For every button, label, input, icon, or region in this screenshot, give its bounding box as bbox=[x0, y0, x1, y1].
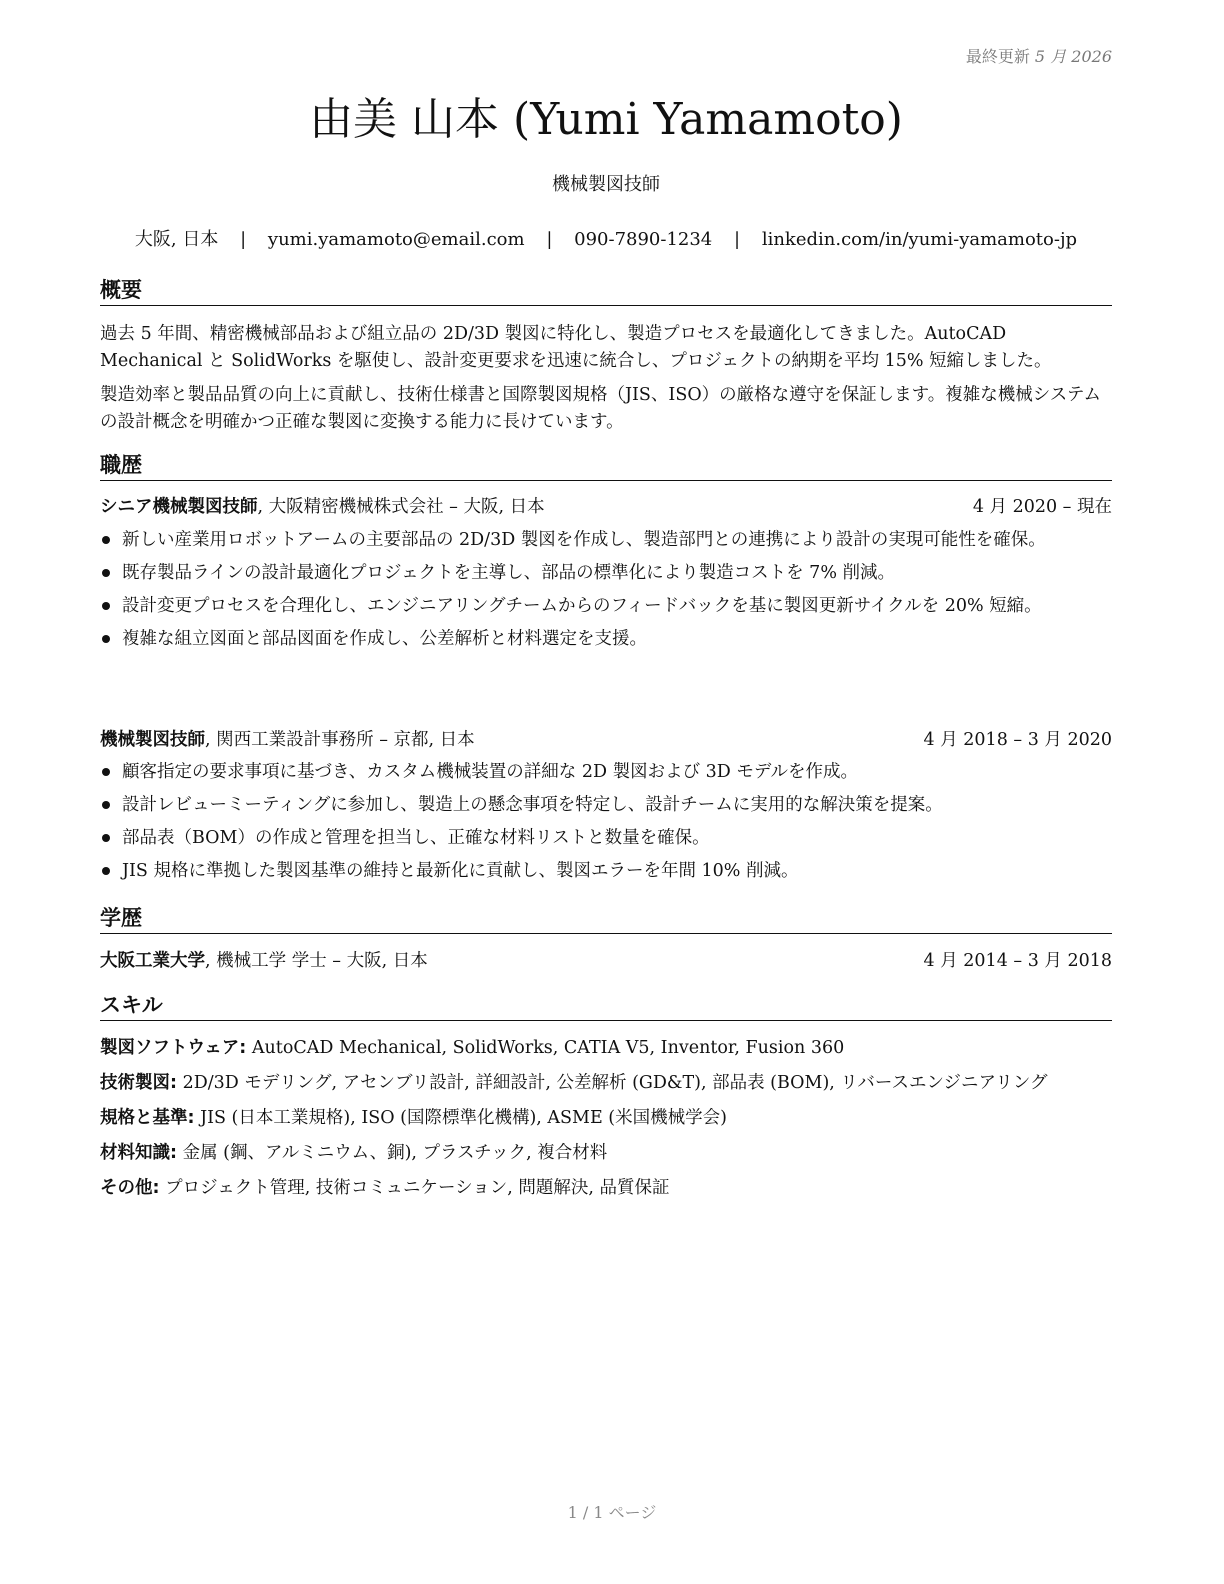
bullet-text: 部品表（BOM）の作成と管理を担当し、正確な材料リストと数量を確保。 bbox=[122, 828, 710, 848]
bullet-icon bbox=[102, 801, 110, 809]
contact-email[interactable]: yumi.yamamoto@email.com bbox=[267, 229, 525, 250]
candidate-title: 機械製図技師 bbox=[552, 174, 660, 195]
skill-label: 技術製図: bbox=[100, 1073, 177, 1093]
education-dates: 4 月 2014 – 3 月 2018 bbox=[923, 951, 1112, 971]
section-heading-skills: スキル bbox=[100, 991, 1112, 1021]
contact-line bbox=[100, 225, 1112, 251]
bullet-text: 設計変更プロセスを合理化し、エンジニアリングチームからのフィードバックを基に製図更新サイクルを 20% 短縮。 bbox=[122, 596, 1042, 616]
job-bullets bbox=[100, 759, 1112, 891]
skill-value: 金属 (鋼、アルミニウム、銅), プラスチック, 複合材料 bbox=[177, 1143, 608, 1163]
bullet-icon bbox=[102, 569, 110, 577]
contact-location: 大阪, 日本 bbox=[134, 229, 219, 250]
bullet-text: 複雑な組立図面と部品図面を作成し、公差解析と材料選定を支援。 bbox=[122, 629, 647, 649]
contact-separator: | bbox=[240, 229, 247, 250]
last-updated bbox=[966, 44, 1112, 67]
list-item bbox=[100, 593, 1112, 619]
skill-label: 規格と基準: bbox=[100, 1108, 195, 1128]
bullet-text: 顧客指定の要求事項に基づき、カスタム機械装置の詳細な 2D 製図および 3D モデルを作成。 bbox=[122, 762, 859, 782]
education-school: 大阪工業大学 bbox=[100, 951, 205, 971]
last-updated-label: 最終更新 bbox=[965, 47, 1030, 66]
job-dates: 4 月 2020 – 現在 bbox=[972, 497, 1112, 517]
skill-row bbox=[100, 1070, 1112, 1096]
list-item bbox=[100, 792, 1112, 818]
job-org: , 関西工業設計事務所 – 京都, 日本 bbox=[205, 730, 475, 750]
skill-row bbox=[100, 1035, 1112, 1061]
last-updated-date: 5 月 2026 bbox=[1034, 47, 1112, 66]
skill-label: その他: bbox=[100, 1178, 160, 1198]
list-item bbox=[100, 626, 1112, 652]
list-item bbox=[100, 858, 1112, 884]
contact-phone[interactable]: 090-7890-1234 bbox=[574, 229, 713, 250]
bullet-icon bbox=[102, 602, 110, 610]
job-role: シニア機械製図技師 bbox=[100, 497, 258, 517]
candidate-name: 由美 山本 (Yumi Yamamoto) bbox=[309, 94, 903, 145]
section-heading-summary: 概要 bbox=[100, 276, 1112, 306]
job-header bbox=[100, 727, 1112, 754]
bullet-icon bbox=[102, 635, 110, 643]
skill-label: 製図ソフトウェア: bbox=[100, 1038, 247, 1058]
section-heading-education: 学歴 bbox=[100, 904, 1112, 934]
education-detail: , 機械工学 学士 – 大阪, 日本 bbox=[205, 951, 428, 971]
skill-value: JIS (日本工業規格), ISO (国際標準化機構), ASME (米国機械学会) bbox=[194, 1108, 727, 1128]
job-dates: 4 月 2018 – 3 月 2020 bbox=[923, 730, 1112, 750]
bullet-text: JIS 規格に準拠した製図基準の維持と最新化に貢献し、製図エラーを年間 10% 削減。 bbox=[122, 861, 799, 881]
education-title-line bbox=[100, 948, 428, 975]
bullet-icon bbox=[102, 867, 110, 875]
skill-row bbox=[100, 1105, 1112, 1131]
bullet-icon bbox=[102, 536, 110, 544]
skill-row bbox=[100, 1140, 1112, 1166]
job-title-line bbox=[100, 727, 475, 754]
contact-separator: | bbox=[546, 229, 553, 250]
bullet-icon bbox=[102, 834, 110, 842]
list-item bbox=[100, 527, 1112, 553]
skills-list bbox=[100, 1035, 1112, 1210]
page-number: 1 / 1 ページ bbox=[567, 1503, 657, 1522]
skill-value: プロジェクト管理, 技術コミュニケーション, 問題解決, 品質保証 bbox=[159, 1178, 670, 1198]
summary-paragraph: 過去 5 年間、精密機械部品および組立品の 2D/3D 製図に特化し、製造プロセスを最適化してきました。AutoCAD Mechanical と SolidWorks を駆使し、設計変更要求を迅速に統合し、プロジェクトの納期を平均 15% 短縮しました。 bbox=[100, 324, 1052, 371]
bullet-text: 新しい産業用ロボットアームの主要部品の 2D/3D 製図を作成し、製造部門との連携により設計の実現可能性を確保。 bbox=[122, 530, 1046, 550]
skill-row bbox=[100, 1175, 1112, 1201]
job-header bbox=[100, 494, 1112, 521]
list-item bbox=[100, 759, 1112, 785]
bullet-icon bbox=[102, 768, 110, 776]
skill-label: 材料知識: bbox=[100, 1143, 177, 1163]
list-item bbox=[100, 560, 1112, 586]
job-bullets bbox=[100, 527, 1112, 659]
job-org: , 大阪精密機械株式会社 – 大阪, 日本 bbox=[257, 497, 545, 517]
skill-value: 2D/3D モデリング, アセンブリ設計, 詳細設計, 公差解析 (GD&T), 部品表 (BOM), リバースエンジニアリング bbox=[177, 1073, 1048, 1093]
skill-value: AutoCAD Mechanical, SolidWorks, CATIA V5, Inventor, Fusion 360 bbox=[246, 1038, 845, 1058]
education-entry bbox=[100, 948, 1112, 975]
summary-paragraph: 製造効率と製品品質の向上に貢献し、技術仕様書と国際製図規格（JIS、ISO）の厳格な遵守を保証します。複雑な機械システムの設計概念を明確かつ正確な製図に変換する能力に長けています。 bbox=[100, 385, 1102, 432]
list-item bbox=[100, 825, 1112, 851]
job-role: 機械製図技師 bbox=[100, 730, 205, 750]
contact-separator: | bbox=[734, 229, 741, 250]
bullet-text: 設計レビューミーティングに参加し、製造上の懸念事項を特定し、設計チームに実用的な解決策を提案。 bbox=[122, 795, 943, 815]
contact-linkedin[interactable]: linkedin.com/in/yumi-yamamoto-jp bbox=[761, 229, 1078, 250]
job-title-line bbox=[100, 494, 545, 521]
section-heading-experience: 職歴 bbox=[100, 451, 1112, 481]
bullet-text: 既存製品ラインの設計最適化プロジェクトを主導し、部品の標準化により製造コストを 7% 削減。 bbox=[122, 563, 896, 583]
